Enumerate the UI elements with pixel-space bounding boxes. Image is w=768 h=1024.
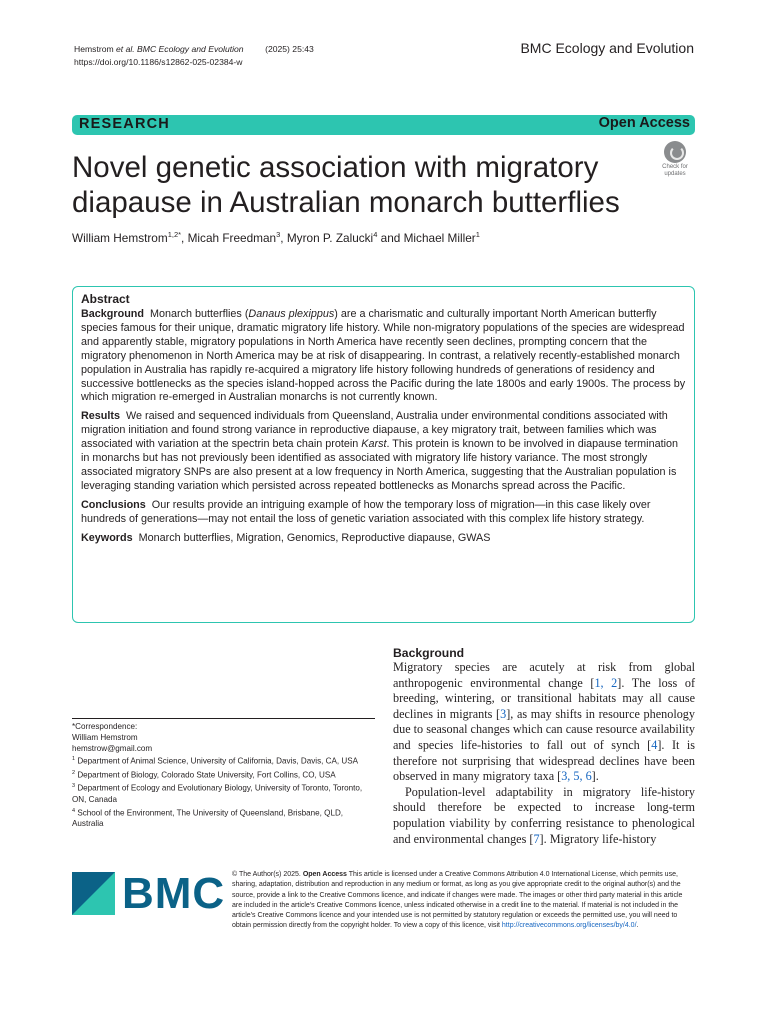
header-journal-short: et al. BMC Ecology and Evolution: [116, 44, 244, 54]
abstract-conclusions: [81, 499, 686, 527]
author-affiliation: 3: [276, 230, 281, 239]
abstract-keywords: [81, 532, 686, 546]
check-updates-line1: Check for: [662, 164, 688, 170]
affiliation-number: 4: [72, 807, 76, 814]
affiliation-number: 2: [72, 769, 76, 776]
citation-link[interactable]: 3, 5, 6: [561, 769, 592, 784]
body-text: ].: [591, 769, 599, 784]
affiliation-number: 1: [72, 756, 76, 763]
license-text: This article is licensed under a Creative Commons Attribution 4.0 International License, which permits use, sharing, adaptation, distribution and reproduction in any medium or format, as long as you give appropriate credit to the original author(s) and the source, provide a link to the Creative Commons licence, and indicate if changes were made. The images or other third party material in this article are included in the article's Creative Commons licence, unless indicated otherwise in a credit line to the material. If material is not included in the article's Creative Commons licence and your intended use is not permitted by statutory regulation or exceeds the permitted use, you will need to obtain permission directly from the copyright holder. To view a copy of this licence, visit: [232, 871, 683, 930]
body-text: ]. It is therefore not surprising that widespread declines have been observed in many migratory taxa [: [393, 737, 696, 784]
footnotes: [72, 722, 372, 830]
abstract-results-text: We raised and sequenced individuals from Queensland, Australia under environmental conditions associated with migration initiation and found strong variance in reproductive diapause, a key migratory trait, between families which was associated with variation at the spectrin beta chain protein: [81, 410, 668, 451]
abstract-heading: Abstract: [81, 292, 130, 306]
author-affiliation: 1,2*: [167, 230, 182, 239]
author-affiliation: 1: [475, 230, 480, 239]
affiliation-3: [72, 781, 372, 805]
footnote-divider: [72, 718, 375, 719]
affiliation-text: Department of Biology, Colorado State University, Fort Collins, CO, USA: [77, 770, 336, 780]
body-text: ]. The loss of breeding, wintering, or transitional habitats may all cause declines in migrants [: [393, 675, 695, 721]
affiliation-text: School of the Environment, The University of Queensland, Brisbane, QLD, Australia: [72, 808, 344, 829]
header-author: Hemstrom: [74, 44, 114, 54]
check-updates-line2: updates: [664, 170, 686, 177]
affiliation-2: [72, 768, 372, 781]
citation-link[interactable]: 7: [533, 831, 540, 846]
correspondence-label: *Correspondence:: [72, 722, 138, 731]
abstract-conclusions-label: Conclusions: [81, 498, 146, 511]
license-open-access: Open Access: [302, 871, 347, 878]
keywords-label: Keywords: [81, 531, 133, 544]
abstract-background-label: Background: [81, 308, 144, 320]
affiliation-1: [72, 754, 372, 767]
license-link[interactable]: http://creativecommons.org/licenses/by/4.0/: [501, 922, 637, 930]
gene-name: Karst: [361, 438, 387, 451]
author-list: [72, 230, 480, 245]
background-paragraph: [393, 660, 695, 785]
author-name[interactable]: Myron P. Zalucki: [286, 230, 374, 245]
correspondence-email[interactable]: hemstrow@gmail.com: [72, 743, 153, 753]
license-copyright: © The Author(s) 2025.: [232, 871, 301, 878]
author-name[interactable]: Micah Freedman: [187, 230, 277, 245]
journal-name: BMC Ecology and Evolution: [520, 40, 694, 56]
author-affiliation: 4: [373, 230, 378, 239]
author-name[interactable]: Michael Miller: [403, 230, 476, 245]
citation-link[interactable]: 3: [500, 706, 507, 721]
body-text: ], as may shifts in resource phenology due to seasonal changes which can cause resource availability and species life-histories to fall out of synch [: [393, 706, 695, 752]
abstract-background-text: ) are a charismatic and culturally important North American butterfly species famous for their unique, dramatic migratory life history. While non-migratory populations of the species are widespread and apparently stable, migratory populations in North America have recently seen declines, prompting concern that the migratory phenomenon in North America may be at risk of disappearing. In contrast, a relatively recently-established monarch population in Australia has rapidly re-acquired a migratory life history following hundreds of generations of residency and successive bottlenecks as the species island-hopped across the Pacific during the late 1800s and early 1900s. The process by which migration re-emerged in Australian monarchs is not currently known.: [81, 308, 686, 404]
body-text: ]. Migratory life-history: [539, 831, 657, 846]
affiliation-text: Department of Animal Science, University of California, Davis, Davis, CA, USA: [77, 757, 358, 767]
author-name[interactable]: William Hemstrom: [72, 230, 168, 245]
citation-link[interactable]: 1, 2: [594, 675, 618, 690]
abstract-results-label: Results: [81, 410, 121, 423]
bmc-wordmark: BMC: [122, 869, 226, 918]
article-type-band: [72, 115, 695, 135]
author-separator: ,: [181, 230, 188, 245]
author-separator: ,: [280, 230, 287, 245]
affiliation-number: 3: [72, 783, 76, 790]
correspondence-name: William Hemstrom: [72, 732, 138, 742]
article-title: Novel genetic association with migratory diapause in Australian monarch butterflies: [72, 151, 620, 219]
abstract-box: [72, 286, 695, 623]
check-updates-icon: [664, 141, 686, 163]
species-name: Danaus plexippus: [248, 308, 335, 320]
running-header: [74, 43, 314, 68]
open-access-label: Open Access: [598, 115, 690, 131]
header-doi-link[interactable]: https://doi.org/10.1186/s12862-025-02384-w: [74, 56, 243, 67]
article-type-label: RESEARCH: [79, 116, 170, 132]
affiliation-4: [72, 806, 372, 830]
background-heading: Background: [393, 646, 465, 660]
abstract-background: [81, 308, 686, 405]
abstract-results: [81, 410, 686, 493]
license-statement: [232, 870, 692, 932]
abstract-conclusions-text: Our results provide an intriguing example of how the temporary loss of migration—in this case likely over hundreds of generations—may not entail the loss of genetic variation associated with this complex life history strategy.: [81, 498, 651, 525]
abstract-results-text: . This protein is known to be involved in diapause termination in monarchs but has not previously been identified as associated with migratory life history variance. The most strongly associated migratory SNPs are also present at a low frequency in North America, suggesting that the Australian population is leveraging standing variation which persisted across repeated bottlenecks as Monarchs spread across the Pacific.: [81, 438, 678, 492]
affiliation-text: Department of Ecology and Evolutionary Biology, University of Toronto, Toronto, ON, Canada: [72, 784, 363, 804]
author-separator: and: [377, 230, 404, 245]
abstract-background-text: Monarch butterflies (: [150, 308, 249, 320]
citation-link[interactable]: 4: [651, 737, 658, 752]
license-end: .: [636, 922, 639, 930]
header-year-volume: (2025) 25:43: [265, 44, 314, 54]
background-paragraph: [393, 785, 695, 847]
body-text: Population-level adaptability in migratory life-history should therefore be expected to increase long-term population viability by conferring resistance to phenological and environmental changes [: [393, 784, 695, 846]
check-for-updates-button[interactable]: [655, 141, 695, 181]
body-text: Migratory species are acutely at risk from global anthropogenic environmental change [: [393, 660, 695, 690]
keywords-text: Monarch butterflies, Migration, Genomics, Reproductive diapause, GWAS: [138, 531, 491, 544]
background-body: [393, 660, 695, 847]
